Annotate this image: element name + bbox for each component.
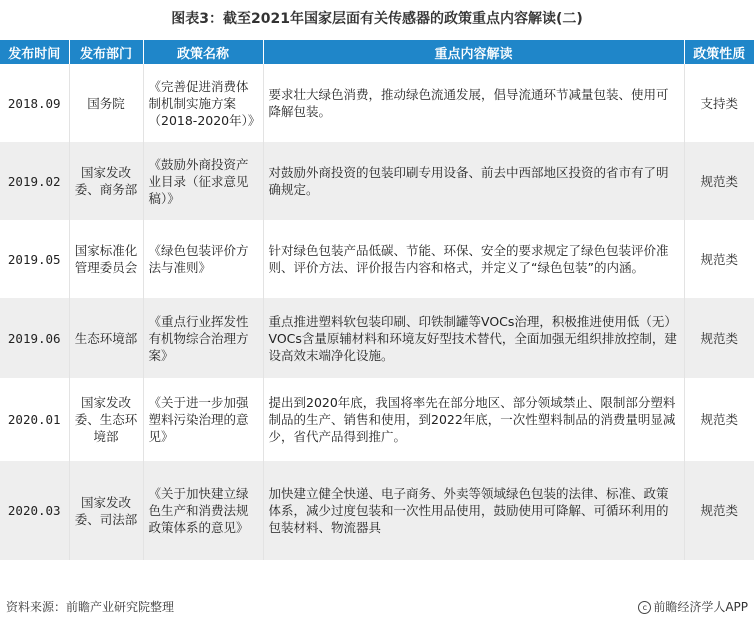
cell-date: 2018.09 [0, 64, 69, 142]
cell-content: 提出到2020年底，我国将率先在部分地区、部分领域禁止、限制部分塑料制品的生产、销售和使用，到2022年底，一次性塑料制品的消费量明显减少，省代产品得到推广。 [263, 378, 684, 461]
cell-type: 规范类 [684, 461, 754, 560]
source-note: 资料来源：前瞻产业研究院整理 [6, 600, 175, 614]
cell-content: 对鼓励外商投资的包装印刷专用设备、前去中西部地区投资的省市有了明确规定。 [263, 142, 684, 220]
table-row [0, 142, 754, 220]
cell-dept: 国务院 [69, 64, 143, 142]
table-header-row [0, 40, 754, 64]
cell-content: 针对绿色包装产品低碳、节能、环保、安全的要求规定了绿色包装评价准则、评价方法、评价报告内容和格式，并定义了“绿色包装”的内涵。 [263, 220, 684, 298]
cell-type: 支持类 [684, 64, 754, 142]
cell-dept: 国家标准化管理委员会 [69, 220, 143, 298]
table-row [0, 64, 754, 142]
cell-date: 2020.03 [0, 461, 69, 560]
cell-type: 规范类 [684, 142, 754, 220]
cell-name: 《绿色包装评价方法与准则》 [143, 220, 263, 298]
cell-type: 规范类 [684, 378, 754, 461]
cell-name: 《鼓励外商投资产业目录（征求意见稿）》 [143, 142, 263, 220]
table-row [0, 461, 754, 560]
credit [638, 594, 748, 620]
cell-content: 要求壮大绿色消费，推动绿色流通发展，倡导流通环节减量包装、使用可降解包装。 [263, 64, 684, 142]
header-dept: 发布部门 [69, 40, 143, 64]
cell-name: 《关于进一步加强塑料污染治理的意见》 [143, 378, 263, 461]
cell-content: 加快建立健全快递、电子商务、外卖等领域绿色包装的法律、标准、政策体系，减少过度包装和一次性用品使用，鼓励使用可降解、可循环利用的包装材料、物流器具 [263, 461, 684, 560]
cell-dept: 国家发改委、商务部 [69, 142, 143, 220]
table-row [0, 220, 754, 298]
table-row [0, 378, 754, 461]
cell-name: 《重点行业挥发性有机物综合治理方案》 [143, 298, 263, 378]
footer [0, 594, 754, 620]
credit-text: 前瞻经济学人APP [653, 600, 748, 614]
cell-date: 2019.06 [0, 298, 69, 378]
cell-type: 规范类 [684, 220, 754, 298]
header-content: 重点内容解读 [263, 40, 684, 64]
header-name: 政策名称 [143, 40, 263, 64]
cell-date: 2019.05 [0, 220, 69, 298]
cell-type: 规范类 [684, 298, 754, 378]
cell-date: 2019.02 [0, 142, 69, 220]
cell-dept: 生态环境部 [69, 298, 143, 378]
cell-dept: 国家发改委、生态环境部 [69, 378, 143, 461]
table-row [0, 298, 754, 378]
cell-content: 重点推进塑料软包装印刷、印铁制罐等VOCs治理，积极推进使用低（无）VOCs含量原辅材料和环境友好型技术替代，全面加强无组织排放控制，建设高效末端净化设施。 [263, 298, 684, 378]
cell-name: 《完善促进消费体制机制实施方案（2018-2020年）》 [143, 64, 263, 142]
copyright-icon: c [638, 601, 651, 614]
chart-title: 图表3：截至2021年国家层面有关传感器的政策重点内容解读(二) [171, 11, 583, 27]
header-date: 发布时间 [0, 40, 69, 64]
cell-date: 2020.01 [0, 378, 69, 461]
cell-name: 《关于加快建立绿色生产和消费法规政策体系的意见》 [143, 461, 263, 560]
cell-dept: 国家发改委、司法部 [69, 461, 143, 560]
policy-table [0, 40, 754, 560]
header-type: 政策性质 [684, 40, 754, 64]
